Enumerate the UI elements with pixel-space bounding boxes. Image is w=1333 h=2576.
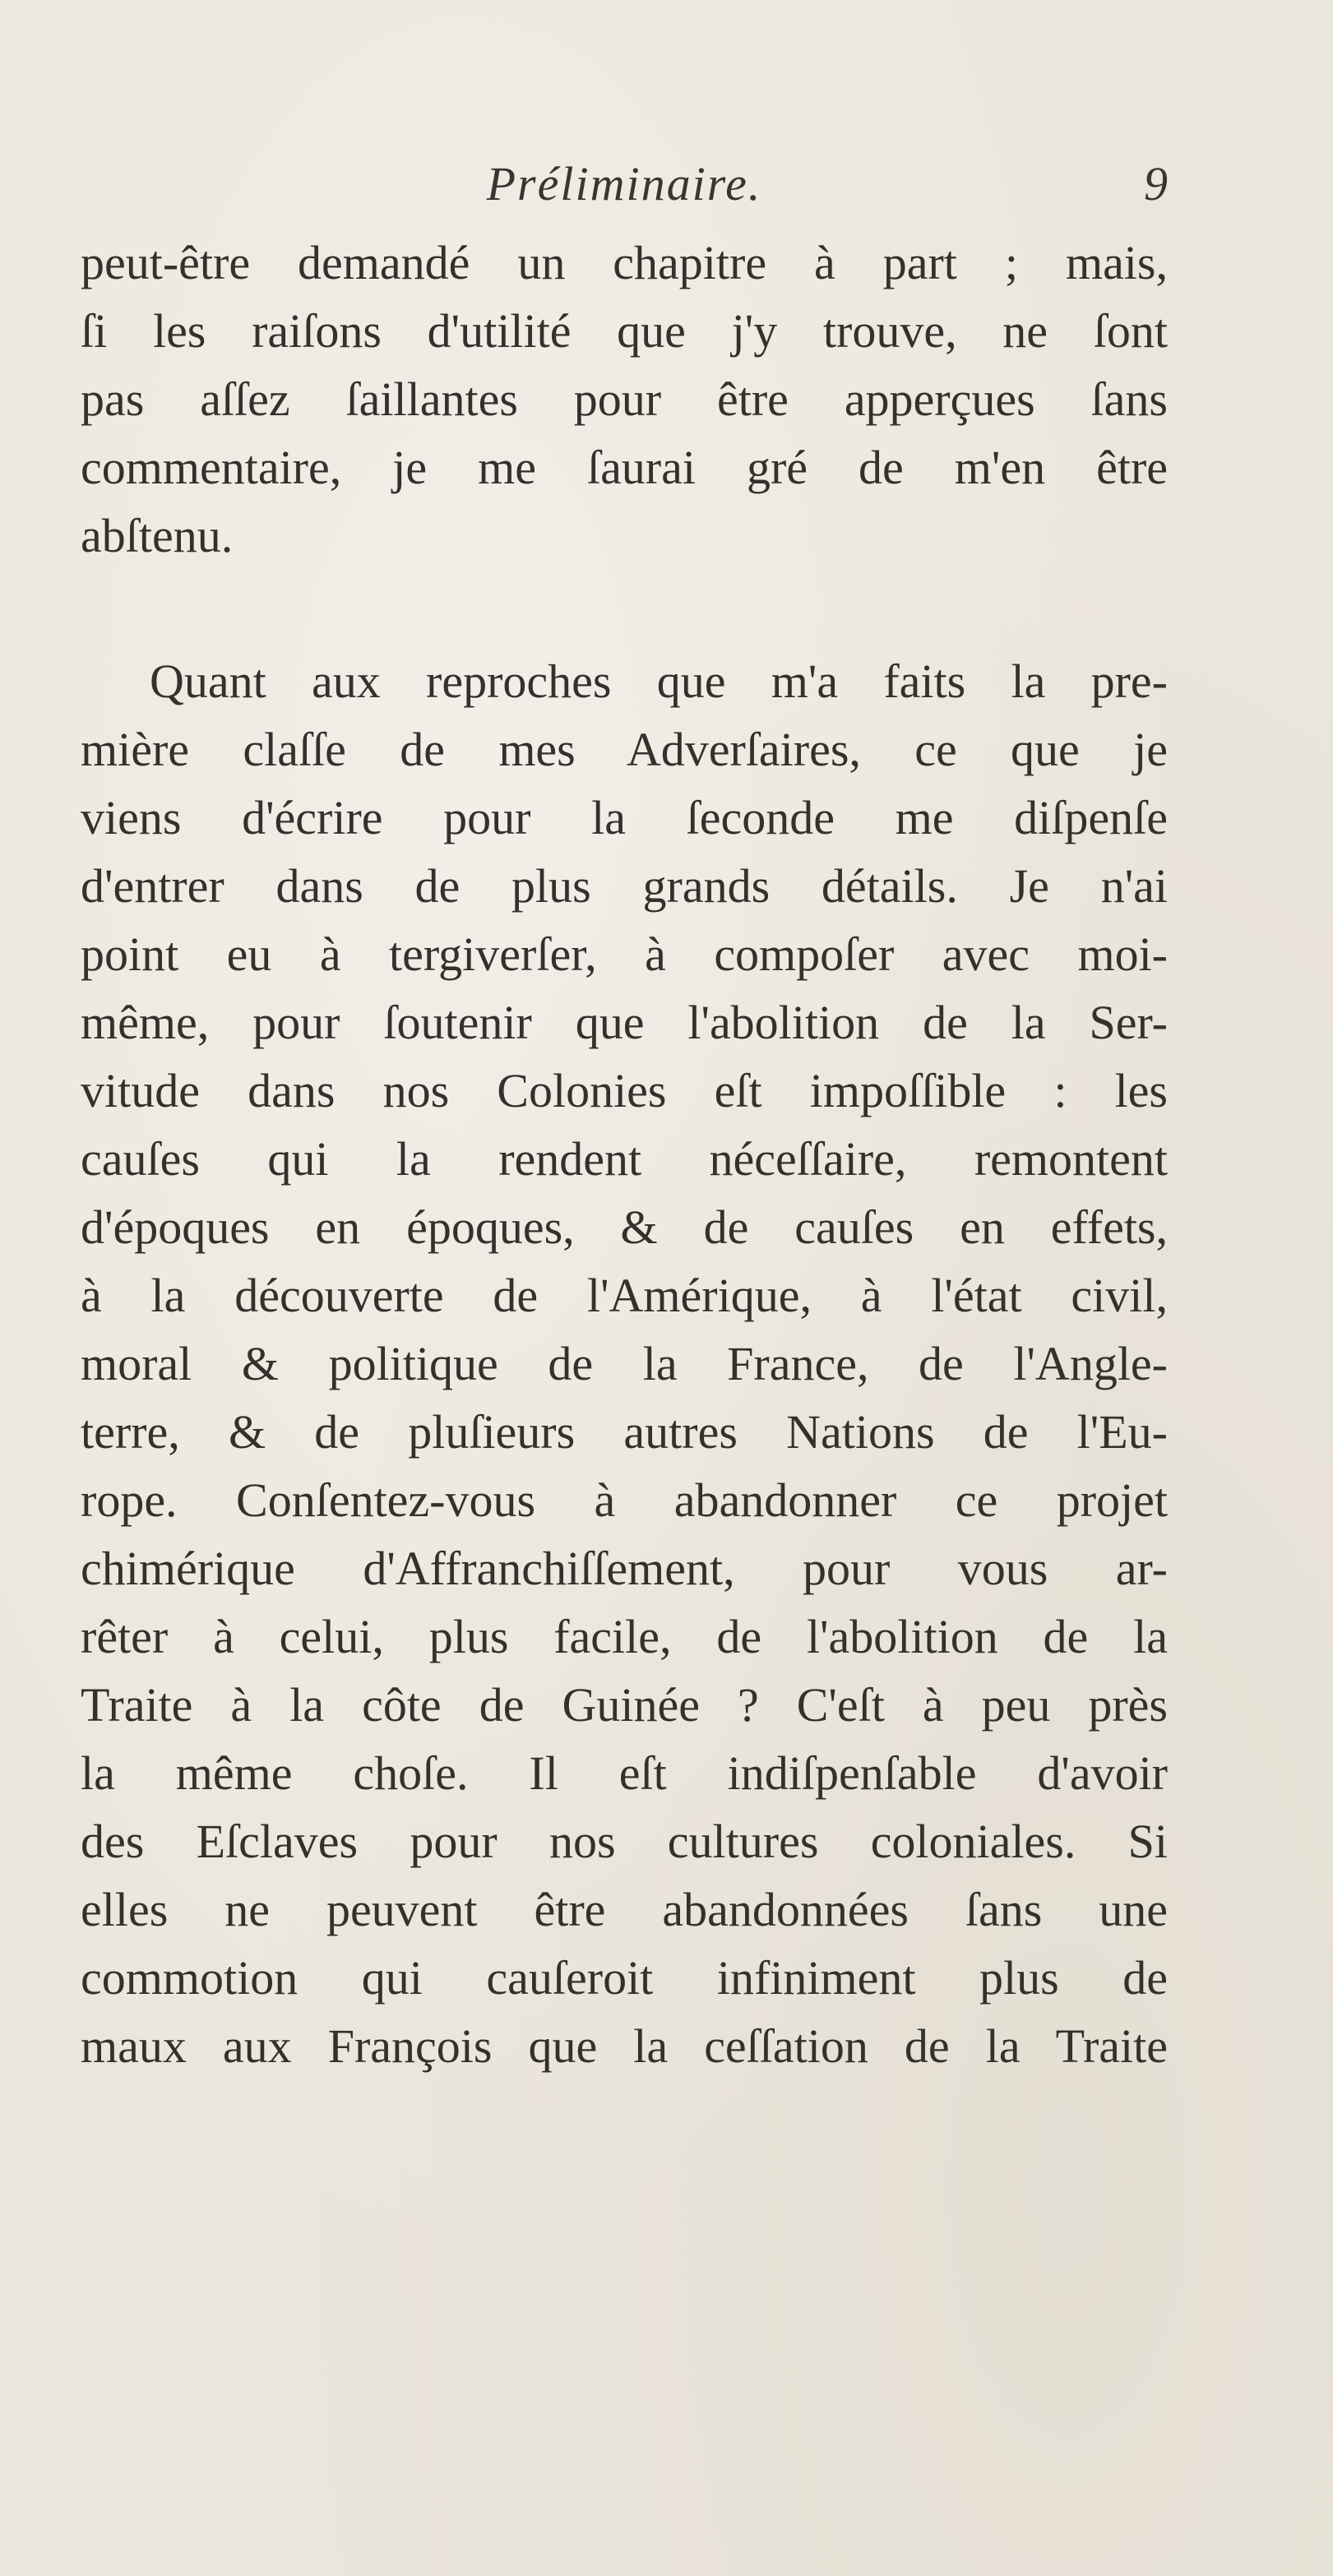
text-line: vitude dans nos Colonies eſt impoſſible : les — [81, 1064, 1168, 1117]
text-line: commotion qui cauſeroit infiniment plus de — [81, 1951, 1168, 2005]
text-line: rêter à celui, plus facile, de l'abolition de la — [81, 1610, 1168, 1663]
text-line: moral & politique de la France, de l'Angle- — [81, 1337, 1168, 1390]
text-line: point eu à tergiverſer, à compoſer avec moi- — [81, 927, 1168, 981]
text-line: Traite à la côte de Guinée ? C'eſt à peu près — [81, 1678, 1168, 1732]
text-line: Quant aux reproches que m'a faits la pre- — [150, 654, 1168, 708]
text-line: des Eſclaves pour nos cultures coloniales. Si — [81, 1815, 1168, 1868]
page-number: 9 — [1144, 157, 1168, 210]
paragraph-1 — [81, 229, 1168, 570]
text-line: rope. Conſentez-vous à abandonner ce projet — [81, 1473, 1168, 1527]
text-line: d'entrer dans de plus grands détails. Je n'ai — [81, 859, 1168, 913]
text-line: terre, & de pluſieurs autres Nations de l'Eu- — [81, 1405, 1168, 1459]
text-line: peut-être demandé un chapitre à part ; mais, — [81, 236, 1168, 289]
text-line: à la découverte de l'Amérique, à l'état civil, — [81, 1269, 1168, 1322]
text-line: abſtenu. — [81, 509, 234, 562]
text-line: ſi les raiſons d'utilité que j'y trouve, ne ſont — [81, 304, 1168, 358]
text-line: pas aſſez ſaillantes pour être apperçues ſans — [81, 372, 1168, 426]
text-line: viens d'écrire pour la ſeconde me diſpenſe — [81, 791, 1168, 844]
text-line: d'époques en époques, & de cauſes en effets, — [81, 1200, 1168, 1254]
text-line: même, pour ſoutenir que l'abolition de la Ser- — [81, 996, 1168, 1049]
paragraph-2 — [81, 647, 1168, 2080]
text-line: maux aux François que la ceſſation de la Traite — [81, 2019, 1168, 2073]
running-title: Préliminaire. — [486, 157, 762, 210]
text-line: mière claſſe de mes Adverſaires, ce que je — [81, 723, 1168, 776]
text-line: chimérique d'Affranchiſſement, pour vous ar- — [81, 1542, 1168, 1595]
page-header — [81, 156, 1168, 230]
text-line: elles ne peuvent être abandonnées ſans une — [81, 1883, 1168, 1936]
text-line: la même choſe. Il eſt indiſpenſable d'avoir — [81, 1746, 1168, 1800]
text-line: cauſes qui la rendent néceſſaire, remontent — [81, 1132, 1168, 1186]
text-line: commentaire, je me ſaurai gré de m'en être — [81, 441, 1168, 494]
